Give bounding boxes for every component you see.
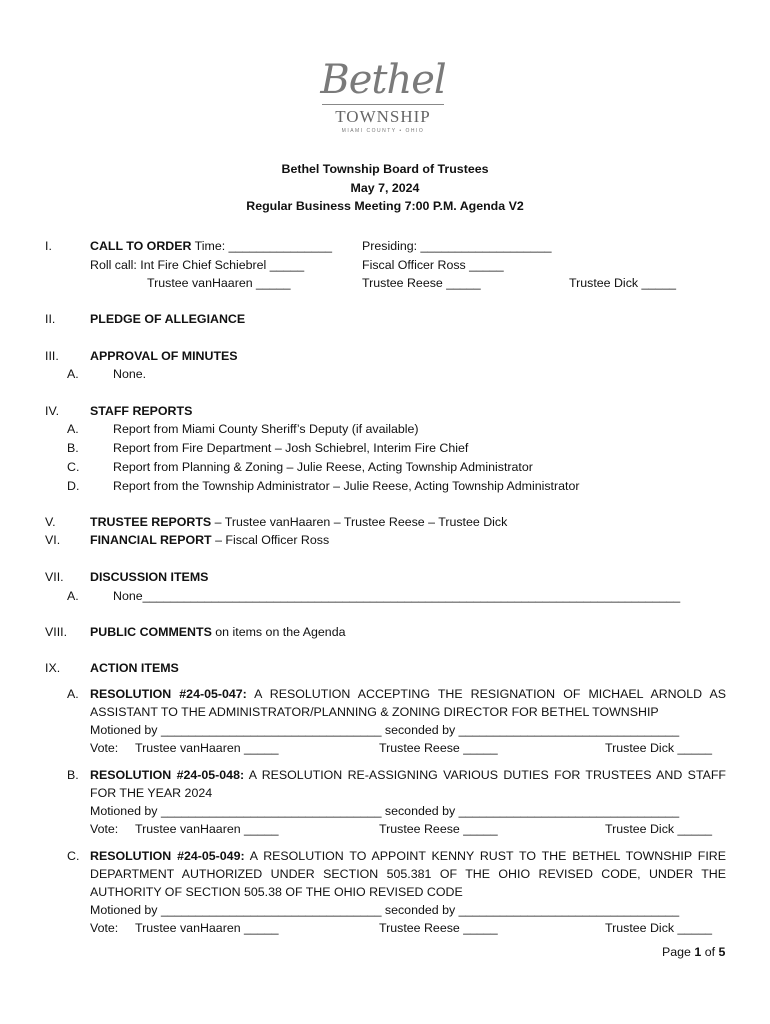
section-number: IV. [45,404,60,418]
motion-line: Motioned by ________________________________ seconded by ________________________________ [90,723,680,737]
section-text: on items on the Agenda [211,625,346,639]
vote-reese: Trustee Reese _____ [379,741,498,755]
financial-report-line [90,531,329,549]
section-heading: PLEDGE OF ALLEGIANCE [90,312,246,326]
meeting-subtitle: Regular Business Meeting 7:00 P.M. Agenda V2 [246,199,524,213]
total-pages: 5 [718,945,726,959]
section-number: III. [45,349,59,363]
vote-vanhaaren: Trustee vanHaaren _____ [135,921,279,935]
vote-dick: Trustee Dick _____ [605,921,712,935]
vote-reese: Trustee Reese _____ [379,921,498,935]
item-letter: C. [67,849,80,863]
item-letter: D. [67,479,80,493]
section-number: II. [45,312,56,326]
doc-title: Bethel Township Board of Trustees [281,162,489,176]
item-text: Report from Miami County Sheriff’s Deputy (if available) [113,422,419,436]
section-number: IX. [45,661,61,675]
section-number: VI. [45,533,61,547]
logo-county: MIAMI COUNTY • OHIO [341,128,425,134]
item-letter: C. [67,460,80,474]
motion-line: Motioned by ________________________________ seconded by ________________________________ [90,804,680,818]
public-comments-line [90,623,345,641]
section-number: VII. [45,570,64,584]
resolution-text: A RESOLUTION TO APPOINT KENNY RUST TO THE BETHEL TOWNSHIP FIRE DEPARTMENT AUTHORIZED UNDER SECTION 505.381 OF THE OHIO REVISED CODE, UNDER THE AUTHORITY OF SECTION 505.38 OF THE OHIO REVISED CODE [90,849,726,899]
section-heading: TRUSTEE REPORTS [90,515,212,529]
resolution-049 [90,847,726,901]
item-text: Report from the Township Administrator – Julie Reese, Acting Township Administrator [113,479,580,493]
section-heading: STAFF REPORTS [90,404,193,418]
section-heading: DISCUSSION ITEMS [90,570,209,584]
roll-call-dick: Trustee Dick _____ [569,276,676,290]
vote-vanhaaren: Trustee vanHaaren _____ [135,741,279,755]
vote-label: Vote: [90,741,119,755]
roll-call-reese: Trustee Reese _____ [362,276,481,290]
section-number: I. [45,239,52,253]
trustee-reports-line [90,513,507,531]
meeting-date: May 7, 2024 [350,181,420,195]
item-text: None______________________________________________________________________________ [113,589,681,603]
vote-reese: Trustee Reese _____ [379,822,498,836]
logo-word: Bethel [320,57,446,103]
logo-divider [322,104,444,105]
page-of: of [701,945,719,959]
call-to-order-line [90,237,332,255]
roll-call-vanhaaren: Trustee vanHaaren _____ [147,276,291,290]
section-text: – Trustee vanHaaren – Trustee Reese – Trustee Dick [211,515,508,529]
resolution-number: RESOLUTION #24-05-048: [90,768,245,782]
page-number [662,943,725,961]
page-label: Page [662,945,695,959]
roll-call-chief: Roll call: Int Fire Chief Schiebrel _____ [90,258,305,272]
resolution-number: RESOLUTION #24-05-049: [90,849,245,863]
section-heading: ACTION ITEMS [90,661,179,675]
item-letter: A. [67,367,79,381]
section-text: – Fiscal Officer Ross [211,533,330,547]
section-number: V. [45,515,56,529]
item-letter: A. [67,422,79,436]
item-letter: B. [67,441,79,455]
presiding-field: Presiding: ___________________ [362,239,552,253]
time-field: Time: _______________ [194,239,332,253]
section-heading: CALL TO ORDER [90,239,192,253]
vote-label: Vote: [90,921,119,935]
vote-vanhaaren: Trustee vanHaaren _____ [135,822,279,836]
section-heading: PUBLIC COMMENTS [90,625,212,639]
item-letter: A. [67,687,79,701]
resolution-048 [90,766,726,802]
resolution-text: A RESOLUTION ACCEPTING THE RESIGNATION OF MICHAEL ARNOLD AS ASSISTANT TO THE ADMINISTRATOR/PLANNING & ZONING DIRECTOR FOR BETHEL TOWNSHIP [90,687,726,719]
resolution-text: A RESOLUTION RE-ASSIGNING VARIOUS DUTIES FOR TRUSTEES AND STAFF FOR THE YEAR 2024 [90,768,726,800]
resolution-047 [90,685,726,721]
township-logo [318,58,448,144]
motion-line: Motioned by ________________________________ seconded by ________________________________ [90,903,680,917]
item-text: None. [113,367,147,381]
current-page: 1 [694,945,702,959]
item-letter: A. [67,589,79,603]
roll-call-fiscal-officer: Fiscal Officer Ross _____ [362,258,504,272]
section-heading: APPROVAL OF MINUTES [90,349,238,363]
vote-dick: Trustee Dick _____ [605,822,712,836]
item-text: Report from Fire Department – Josh Schiebrel, Interim Fire Chief [113,441,469,455]
item-text: Report from Planning & Zoning – Julie Reese, Acting Township Administrator [113,460,533,474]
section-number: VIII. [45,625,68,639]
item-letter: B. [67,768,79,782]
resolution-number: RESOLUTION #24-05-047: [90,687,247,701]
section-heading: FINANCIAL REPORT [90,533,212,547]
vote-dick: Trustee Dick _____ [605,741,712,755]
vote-label: Vote: [90,822,119,836]
logo-township: TOWNSHIP [335,107,431,126]
